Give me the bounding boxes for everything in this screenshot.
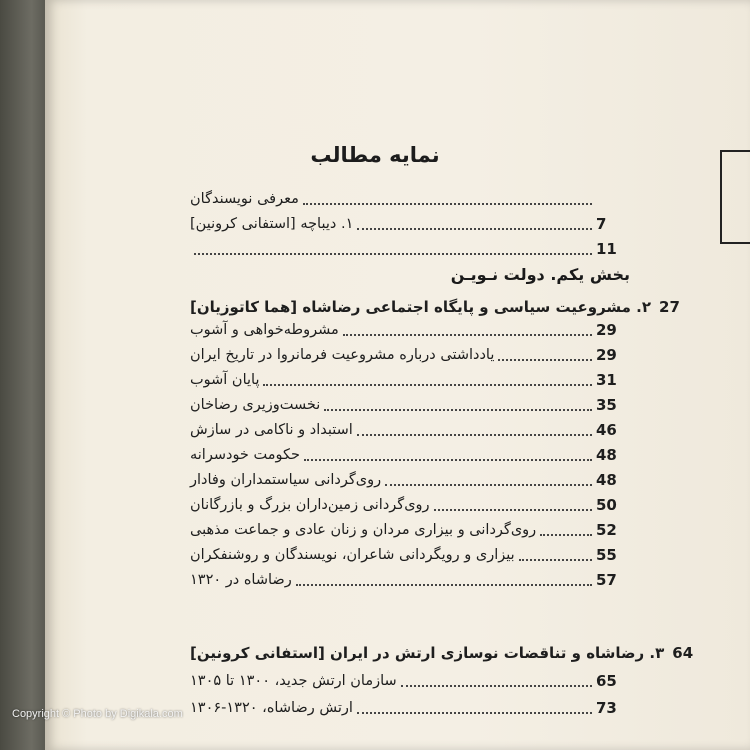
toc-entry-page: 29 bbox=[596, 321, 617, 339]
toc-entry-label: روی‌گردانی و بیزاری مردان و زنان عادی و جماعت مذهبی bbox=[190, 522, 537, 538]
toc-row bbox=[190, 367, 630, 393]
toc-entry-page: 27 bbox=[659, 298, 680, 316]
toc-row bbox=[190, 442, 630, 468]
toc-entry-page: 57 bbox=[596, 571, 617, 589]
toc-row bbox=[190, 467, 630, 493]
toc-row bbox=[190, 695, 630, 721]
leader-dots bbox=[263, 384, 592, 386]
toc-entry-page: 48 bbox=[596, 446, 617, 464]
toc-entry-label: استبداد و ناکامی در سازش bbox=[190, 422, 353, 438]
leader-dots bbox=[324, 409, 592, 411]
toc-entry-label: ۲. مشروعیت سیاسی و پایگاه اجتماعی رضاشاه [هما کاتوزیان] bbox=[190, 298, 652, 316]
toc-entry-label: ارتش رضاشاه، ۱۳۲۰-۱۳۰۶ bbox=[190, 700, 353, 716]
leader-dots bbox=[519, 559, 592, 561]
copyright-watermark: Copyright © Photo by Digikala.com bbox=[12, 708, 183, 720]
toc-row bbox=[190, 317, 630, 343]
toc-entry-label: رضاشاه در ۱۳۲۰ bbox=[190, 572, 292, 588]
page-title: نمایه مطالب bbox=[310, 143, 440, 167]
background-edge bbox=[0, 0, 45, 750]
toc-entry-page: 50 bbox=[596, 496, 617, 514]
leader-dots bbox=[296, 584, 592, 586]
toc-entry-page: 65 bbox=[596, 672, 617, 690]
leader-dots bbox=[401, 685, 592, 687]
toc-row bbox=[190, 417, 630, 443]
toc-entry-label: ۳. رضاشاه و تناقضات نوسازی ارتش در ایران [استفانی کرونین] bbox=[190, 644, 665, 662]
toc-entry-label: مشروطه‌خواهی و آشوب bbox=[190, 322, 339, 338]
toc-entry-page: 48 bbox=[596, 471, 617, 489]
part-heading: بخش یکم. دولت نـویـن bbox=[450, 265, 630, 284]
toc-entry-label: روی‌گردانی سیاستمداران وفادار bbox=[190, 472, 382, 488]
toc-entry-label: نخست‌وزیری رضاخان bbox=[190, 397, 321, 413]
toc-entry-page: 46 bbox=[596, 421, 617, 439]
toc-row bbox=[190, 236, 630, 262]
toc-entry-page: 55 bbox=[596, 546, 617, 564]
leader-dots bbox=[357, 712, 592, 714]
toc-row bbox=[190, 186, 630, 212]
toc-entry-page: 52 bbox=[596, 521, 617, 539]
leader-dots bbox=[357, 228, 592, 230]
toc-entry-page: 73 bbox=[596, 699, 617, 717]
toc-entry-label: بیزاری و رویگردانی شاعران، نویسندگان و روشنفکران bbox=[190, 547, 515, 563]
leader-dots bbox=[357, 434, 592, 436]
toc-entry-page: 31 bbox=[596, 371, 617, 389]
leader-dots bbox=[304, 459, 592, 461]
toc-row bbox=[190, 342, 630, 368]
toc-entry-page: 29 bbox=[596, 346, 617, 364]
toc-row bbox=[190, 567, 630, 593]
toc-entry-label: ۱. دیباچه [استفانی کرونین] bbox=[190, 216, 354, 232]
toc-entry-label: پایان آشوب bbox=[190, 372, 260, 388]
leader-dots bbox=[434, 509, 592, 511]
toc-entry-page: 11 bbox=[596, 240, 617, 258]
toc-row bbox=[190, 640, 694, 666]
toc-entry-page: 35 bbox=[596, 396, 617, 414]
toc-entry-label: سازمان ارتش جدید، ۱۳۰۰ تا ۱۳۰۵ bbox=[190, 673, 397, 689]
toc-entry-page: 64 bbox=[672, 644, 694, 662]
leader-dots bbox=[385, 484, 592, 486]
toc-row bbox=[190, 668, 630, 694]
leader-dots bbox=[303, 203, 592, 205]
toc-entry-page: 7 bbox=[596, 215, 607, 233]
toc-entry-label: روی‌گردانی زمین‌داران بزرگ و بازرگانان bbox=[190, 497, 430, 513]
toc-row bbox=[190, 492, 630, 518]
toc-entry-label: یادداشتی درباره مشروعیت فرمانروا در تاریخ ایران bbox=[190, 347, 495, 363]
leader-dots bbox=[540, 534, 592, 536]
toc-row bbox=[190, 517, 630, 543]
toc-entry-label: معرفی نویسندگان bbox=[190, 191, 299, 207]
leader-dots bbox=[343, 334, 592, 336]
toc-row bbox=[190, 211, 630, 237]
toc-row bbox=[190, 392, 630, 418]
leader-dots bbox=[498, 359, 592, 361]
toc-entry-label: حکومت خودسرانه bbox=[190, 447, 300, 463]
toc-row bbox=[190, 542, 630, 568]
leader-dots bbox=[194, 253, 592, 255]
